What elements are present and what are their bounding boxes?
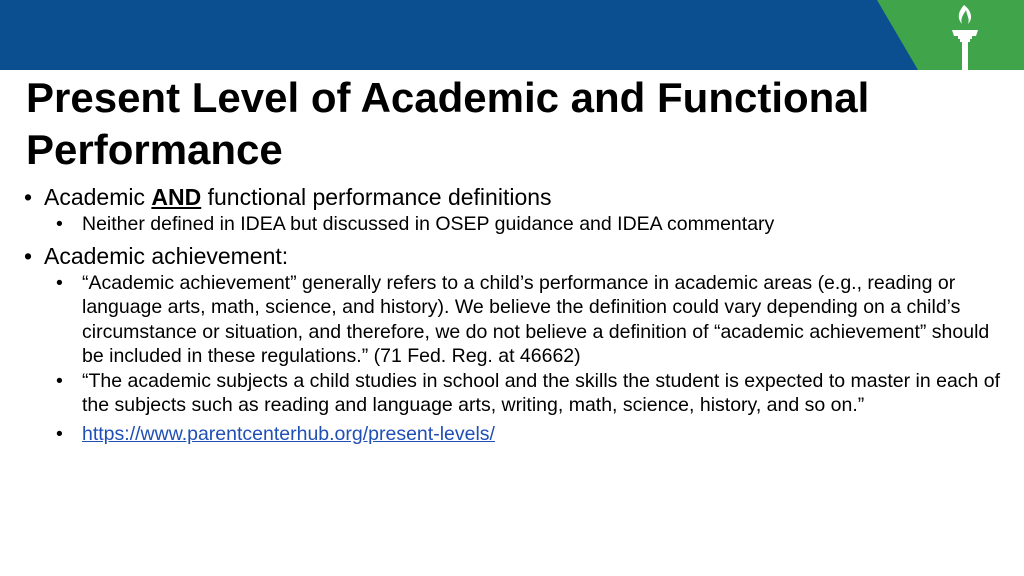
bullet-dot: • [24, 184, 33, 210]
title-line-2: Performance [26, 126, 283, 173]
bullet-dot: • [56, 369, 63, 392]
header-graphic [0, 0, 1024, 70]
bullet-dot: • [56, 422, 63, 445]
bullet-academic-achievement-text: Academic achievement: [44, 242, 289, 269]
sub-bullet-idea [22, 212, 1012, 237]
header-blue-band [0, 0, 1024, 70]
slide-content [22, 72, 1012, 446]
title-line-1: Present Level of Academic and Functional [26, 74, 870, 121]
bullet-definitions-emphasis: AND [151, 184, 202, 210]
bullet-definitions-pre: Academic [44, 184, 152, 210]
sub-bullet-quote-2 [22, 369, 1012, 418]
parentcenterhub-link[interactable]: https://www.parentcenterhub.org/present-levels/ [82, 422, 495, 445]
slide-title [26, 72, 1012, 176]
bullet-definitions [22, 182, 1012, 212]
sub-bullet-quote-2-text: “The academic subjects a child studies in school and the skills the student is expected to master in each of the subjects such as reading and language arts, writing, math, science, history, and so on.” [82, 369, 1001, 416]
sub-bullet-link [22, 422, 1012, 447]
bullet-definitions-post: functional performance definitions [201, 184, 552, 210]
bullet-academic-achievement [22, 241, 1012, 271]
sub-bullet-quote-1 [22, 271, 1012, 369]
sub-bullet-quote-1-text: “Academic achievement” generally refers to a child’s performance in academic areas (e.g., reading or language arts, math, science, and history). We believe the definition could vary depending on a child’s circumstance or situation, and therefore, we do not believe a definition of “academic achievement” should be included in these regulations.” (71 Fed. Reg. at 46662) [82, 271, 990, 367]
sub-bullet-idea-text: Neither defined in IDEA but discussed in OSEP guidance and IDEA commentary [82, 213, 775, 235]
bullet-dot: • [56, 271, 63, 294]
bullet-dot: • [56, 213, 63, 235]
header-bar [0, 0, 1024, 70]
bullet-dot: • [24, 242, 33, 269]
